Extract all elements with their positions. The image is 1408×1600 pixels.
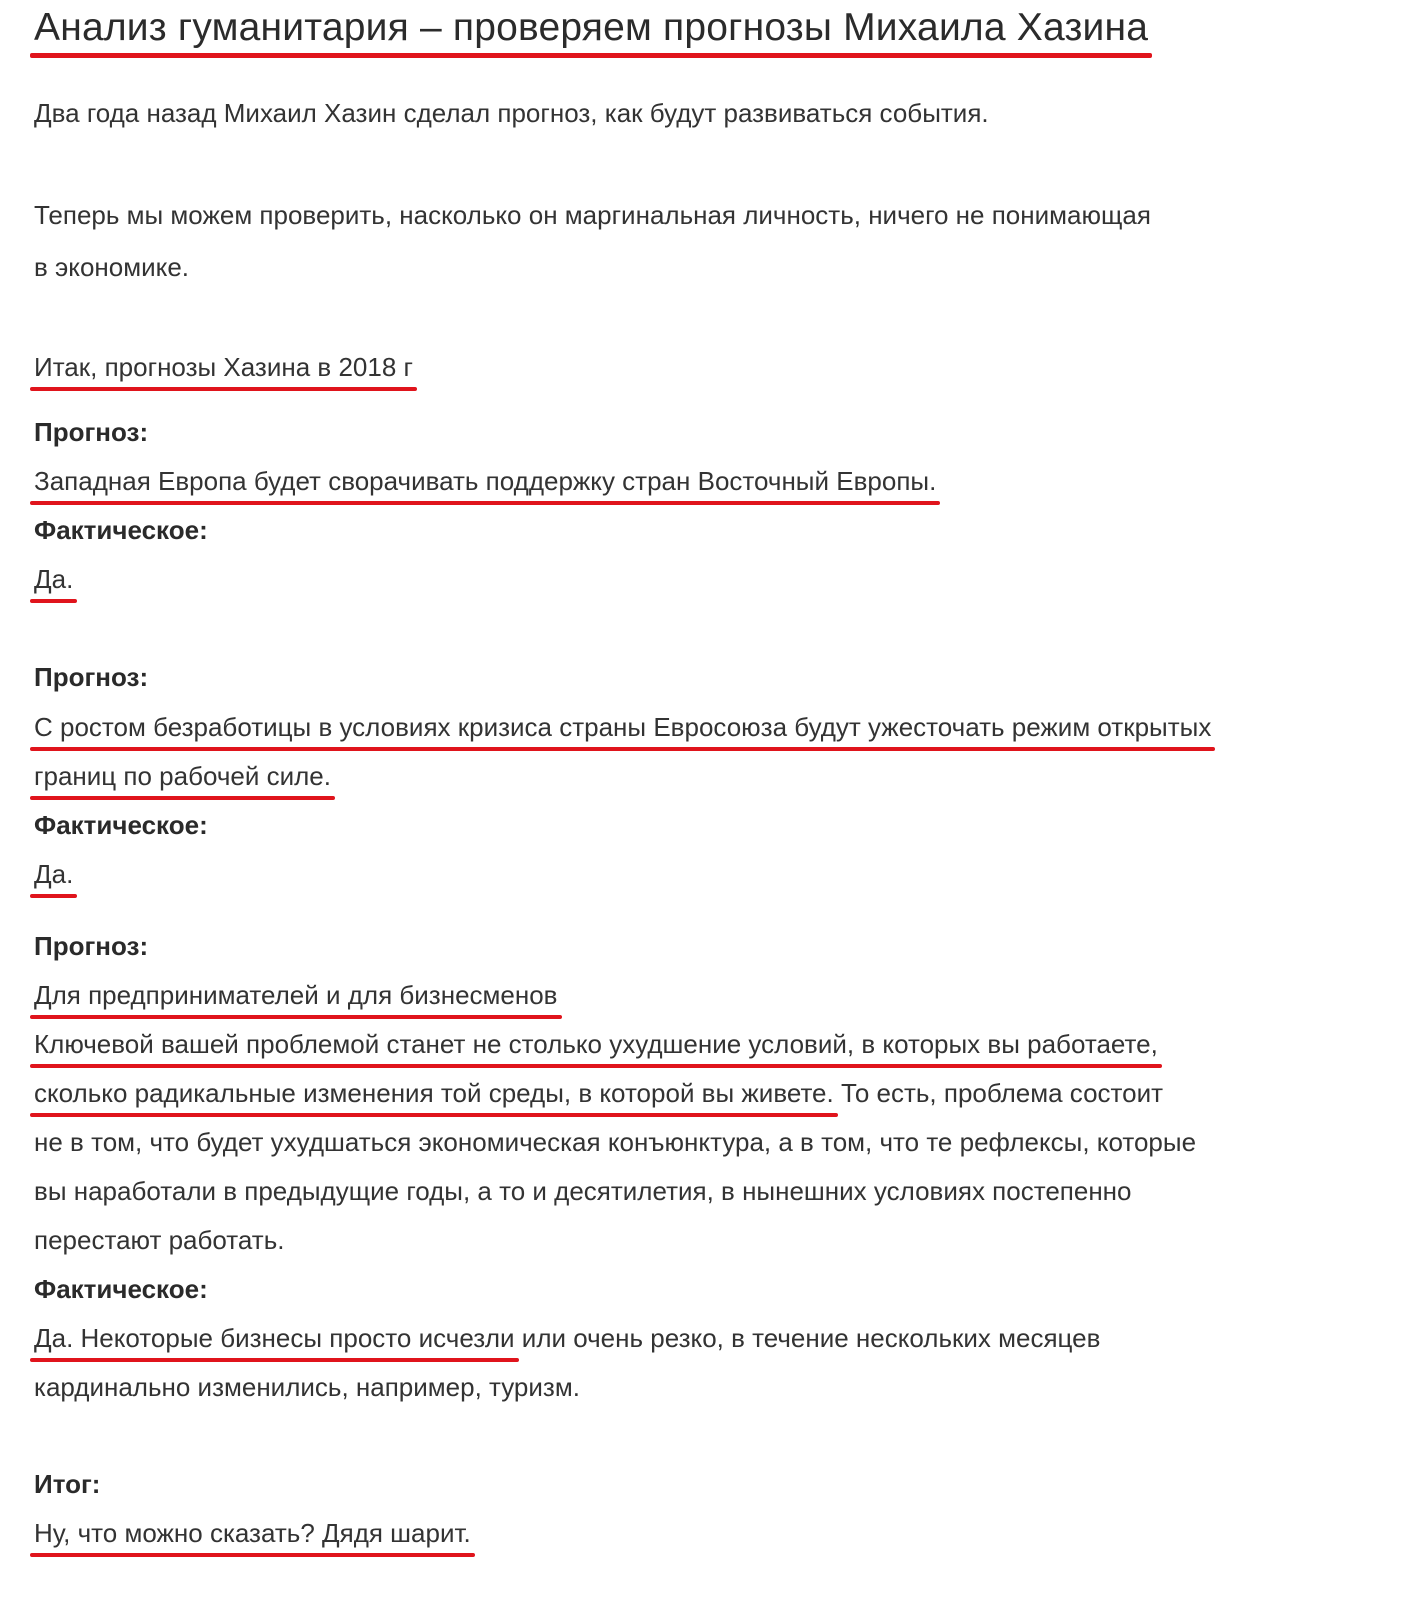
intro-paragraph-2-line-2: в экономике. [34,252,189,282]
actual-label-3: Фактическое: [34,1274,208,1304]
summary-label: Итог: [34,1469,101,1499]
forecast-label-2: Прогноз: [34,662,149,692]
actual-label-1: Фактическое: [34,515,208,545]
forecast-1-line-1 [34,464,936,498]
forecast-3-line-5: вы наработали в предыдущие годы, а то и десятилетия, в нынешних условиях постепенно [34,1176,1132,1206]
intro-paragraph-1: Два года назад Михаил Хазин сделал прогноз, как будут развиваться события. [34,98,989,128]
forecast-3-text-line-3-marked: сколько радикальные изменения той среды, в которой вы живете. [34,1078,834,1108]
forecast-2-line-1 [34,710,1211,744]
forecast-3-text-line-3-rest: То есть, проблема состоит [833,1078,1164,1108]
article-title [34,4,1148,52]
section-heading-text: Итак, прогнозы Хазина в 2018 г [34,352,414,382]
summary-text: Ну, что можно сказать? Дядя шарит. [34,1518,471,1548]
forecast-label-1: Прогноз: [34,417,149,447]
forecast-2-text-line-2: границ по рабочей силе. [34,761,331,791]
summary-line [34,1516,471,1550]
actual-2-line-1 [34,857,73,891]
actual-3-text-rest: или очень резко, в течение нескольких месяцев [514,1323,1101,1353]
actual-label-2: Фактическое: [34,810,208,840]
forecast-1-text: Западная Европа будет сворачивать поддержку стран Восточный Европы. [34,466,937,496]
forecast-3-line-6: перестают работать. [34,1225,285,1255]
forecast-3-line-1 [34,978,558,1012]
forecast-3-line-4: не в том, что будет ухудшаться экономическая конъюнктура, а в том, что те рефлексы, которые [34,1127,1197,1157]
actual-3-line-2: кардинально изменились, например, туризм. [34,1372,580,1402]
actual-2-text: Да. [34,859,74,889]
title-text: Анализ гуманитария – проверяем прогнозы Михаила Хазина [34,4,1148,52]
actual-1-text: Да. [34,564,74,594]
actual-3-text-marked: Да. Некоторые бизнесы просто исчезли [34,1323,515,1353]
actual-3-line-1 [34,1321,1100,1355]
section-heading [34,350,413,384]
forecast-3-text-line-1: Для предпринимателей и для бизнесменов [34,980,558,1010]
forecast-3-line-2 [34,1027,1158,1061]
forecast-3-text-line-2: Ключевой вашей проблемой станет не столько ухудшение условий, в которых вы работаете, [34,1029,1158,1059]
actual-1-line-1 [34,562,73,596]
intro-paragraph-2-line-1: Теперь мы можем проверить, насколько он маргинальная личность, ничего не понимающая [34,200,1151,230]
forecast-2-line-2 [34,759,331,793]
forecast-2-text-line-1: С ростом безработицы в условиях кризиса страны Евросоюза будут ужесточать режим открытых [34,712,1212,742]
forecast-label-3: Прогноз: [34,931,149,961]
forecast-3-line-3 [34,1076,1163,1110]
